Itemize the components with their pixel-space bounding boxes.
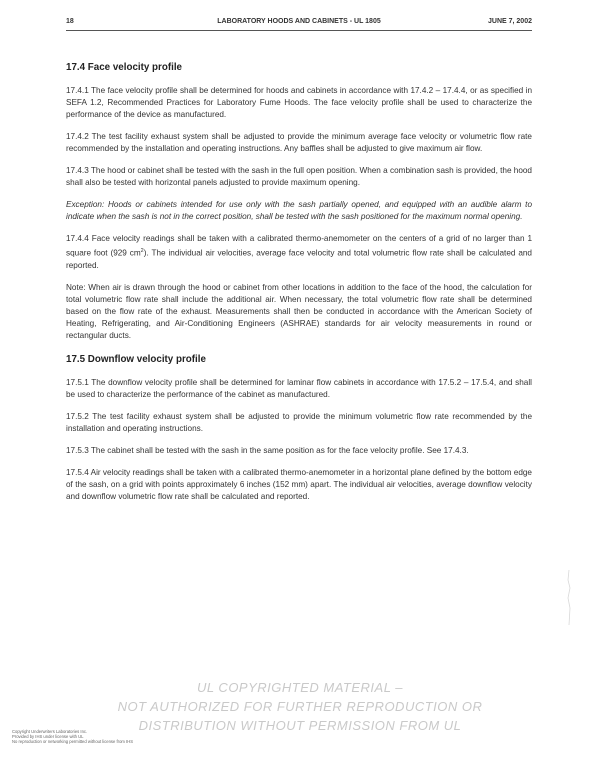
paragraph-17-4-4 (66, 233, 532, 272)
paragraph-17-4-3: 17.4.3 The hood or cabinet shall be tested with the sash in the full open position. When a combination sash is provided, the hood shall also be tested with horizontal panels adjusted to provide maximum opening. (66, 166, 532, 187)
paragraph-17-4-4-text-a: 17.4.4 Face velocity readings shall be taken with a calibrated thermo-anemometer on the centers of a grid of no larger than 1 square foot (929 cm (66, 234, 532, 258)
header-divider (66, 30, 532, 31)
superscript-2: 2 (140, 248, 144, 254)
watermark-line-1: UL COPYRIGHTED MATERIAL – (196, 680, 404, 695)
copyright-watermark (0, 678, 600, 735)
paragraph-17-5-1: 17.5.1 The downflow velocity profile shall be determined for laminar flow cabinets in accordance with 17.5.2 – 17.5.4, and shall be used to characterize the performance of the cabinet as manufactured. (66, 377, 532, 399)
footer-line-3: No reproduction or networking permitted without license from IHS (12, 739, 134, 745)
paragraph-17-4-1: 17.4.1 The face velocity profile shall be determined for hoods and cabinets in accordance with 17.4.2 – 17.4.4, or as specified in SEFA 1.2, Recommended Practices for Laboratory Fume Hoods. The face velocity profile shall be used to characterize the performance of the device as manufactured. (66, 86, 532, 119)
watermark-line-3: DISTRIBUTION WITHOUT PERMISSION FROM UL (138, 718, 462, 733)
note-paragraph: Note: When air is drawn through the hood or cabinet from other locations in addition to the face of the hood, the calculation for total volumetric flow rate shall include the additional air. When necessary, the total volumetric flow rate shall be determined based on the flow rate of the exhaust. Measurements shall then be conducted in accordance with the American Society of Heating, Refrigerating, and Air-Conditioning Engineers (ASHRAE) standards for air velocity measurements in round or rectangular ducts. (66, 282, 532, 340)
section-heading-17-5: 17.5 Downflow velocity profile (66, 353, 206, 365)
header-date: JUNE 7, 2002 (488, 18, 532, 25)
paragraph-17-5-4: 17.5.4 Air velocity readings shall be taken with a calibrated thermo-anemometer in a horizontal plane defined by the bottom edge of the sash, on a grid with points approximately 6 inches (152 mm) apart. The individual air velocities, average downflow velocity and downflow volumetric flow rate shall be calculated and reported. (66, 467, 532, 501)
exception-paragraph: Exception: Hoods or cabinets intended for use only with the sash partially opened, and equipped with an audible alarm to indicate when the sash is not in the correct position, shall be tested with the sash positioned for the maximum normal opening. (66, 200, 532, 221)
watermark-line-2: NOT AUTHORIZED FOR FURTHER REPRODUCTION OR (117, 699, 483, 714)
page-header (66, 18, 532, 34)
paragraph-17-4-2: 17.4.2 The test facility exhaust system shall be adjusted to provide the minimum average face velocity or volumetric flow rate recommended by the installation and operating instructions. Any baffles shall be adjusted to give maximum air flow. (66, 132, 532, 153)
footer-line-1: Copyright Underwriters Laboratories Inc. (12, 729, 88, 734)
page-body (66, 62, 532, 513)
section-heading-17-4: 17.4 Face velocity profile (66, 62, 182, 73)
margin-scribble-mark (566, 570, 572, 625)
header-title: LABORATORY HOODS AND CABINETS - UL 1805 (217, 18, 381, 25)
page-footer (12, 729, 133, 745)
paragraph-17-4-4-text-b: ). The individual air velocities, average face velocity and total volumetric flow rate shall be calculated and reported. (66, 248, 532, 270)
paragraph-17-5-2: 17.5.2 The test facility exhaust system shall be adjusted to provide the minimum volumetric flow rate recommended by the installation and operating instructions. (66, 411, 532, 433)
paragraph-17-5-3: 17.5.3 The cabinet shall be tested with the sash in the same position as for the face velocity profile. See 17.4.3. (66, 445, 469, 455)
footer-line-2: Provided by IHS under license with UL (12, 734, 84, 740)
page-number: 18 (66, 18, 74, 25)
